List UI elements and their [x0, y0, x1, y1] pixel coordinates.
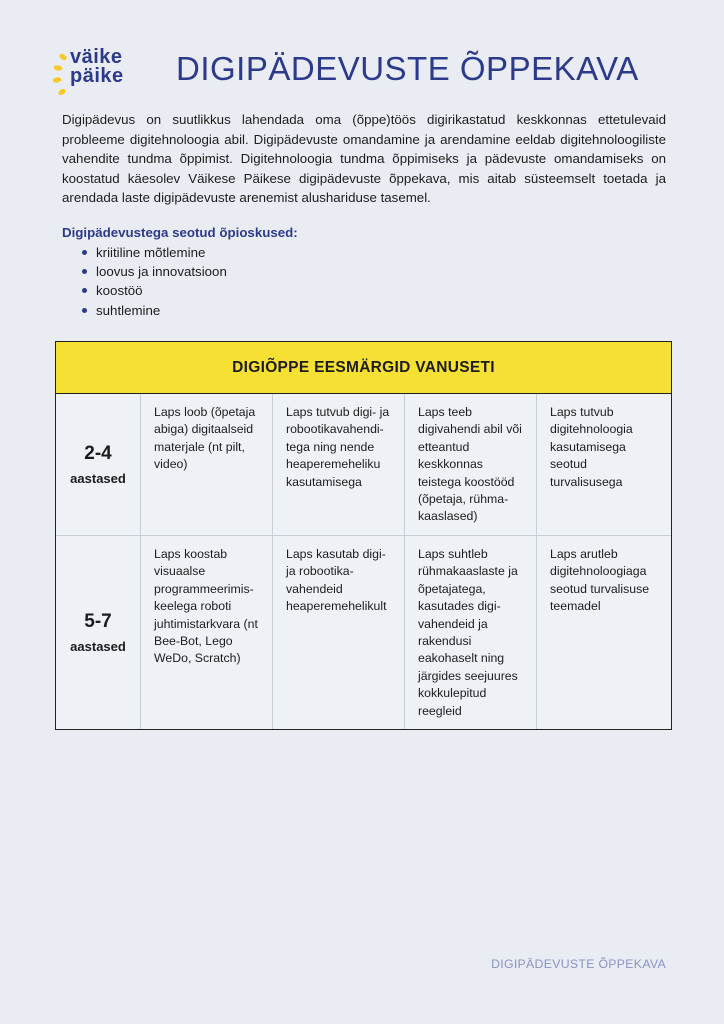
skill-item: loovus ja innovatsioon	[62, 262, 227, 281]
logo-line-1: väike	[70, 46, 123, 68]
goal-cell: Laps tutvub digi- ja robootikavahendi-tega ning nende heaperemeheliku kasutamisega	[273, 394, 405, 535]
goal-cell: Laps kasutab digi-ja robootika-vahendeid heaperemehelikult	[273, 536, 405, 729]
skill-item: kriitiline mõtlemine	[62, 243, 227, 262]
skills-list	[62, 243, 227, 320]
logo-wordmark	[70, 48, 124, 86]
page-header	[52, 44, 692, 104]
logo-line-2: päike	[70, 65, 124, 87]
age-range: 5-7	[84, 611, 112, 632]
age-cell	[56, 394, 141, 535]
goals-table	[55, 341, 672, 730]
table-row-2-4	[56, 394, 671, 536]
age-range: 2-4	[84, 443, 112, 464]
table-header: DIGIÕPPE EESMÄRGID VANUSETI	[56, 342, 671, 394]
page-title: DIGIPÄDEVUSTE ÕPPEKAVA	[176, 50, 639, 87]
table-row-5-7	[56, 536, 671, 729]
page-footer: DIGIPÄDEVUSTE ÕPPEKAVA	[491, 957, 666, 971]
sun-rays-icon	[52, 52, 72, 98]
goal-cell: Laps suhtleb rühmakaaslaste ja õpetajatega, kasutades digi-vahendeid ja rakendusi eakohaselt ning järgides seejuures kokkulepitud reegleid	[405, 536, 537, 729]
goal-cell: Laps teeb digivahendi abil või etteantud keskkonnas teistega koostööd (õpetaja, rühma-kaaslased)	[405, 394, 537, 535]
goal-cell: Laps loob (õpetaja abiga) digitaalseid materjale (nt pilt, video)	[141, 394, 273, 535]
goal-cell: Laps tutvub digitehnoloogia kasutamisega seotud turvalisusega	[550, 405, 633, 489]
age-unit: aastased	[70, 471, 126, 486]
goal-cell: Laps koostab visuaalse programmeerimis-keelega roboti juhtimistarkvara (nt Bee-Bot, Lego WeDo, Scratch)	[141, 536, 273, 729]
age-cell	[56, 536, 141, 729]
skill-item: suhtlemine	[62, 301, 227, 320]
vaike-paike-logo	[52, 48, 142, 102]
skills-heading: Digipädevustega seotud õpioskused:	[62, 225, 298, 240]
age-unit: aastased	[70, 639, 126, 654]
goal-cell: Laps arutleb digitehnoloogiaga seotud turvalisuse teemadel	[550, 547, 650, 614]
skill-item: koostöö	[62, 281, 227, 300]
intro-paragraph: Digipädevus on suutlikkus lahendada oma (õppe)töös digirikastatud keskkonnas ettetulevaid probleeme digitehnoloogia abil. Digipädevuste omandamine ja arendamine eeldab digitehnoloogiliste vahendite tundma õppimist. Digitehnoloogia tundma õppimiseks ja pädevuste omandamiseks on koostatud käesolev Väikese Päikese digipädevuste õppekava, mis aitab süsteemselt toetada ja arendada laste digipädevuste arenemist alushariduse tasemel.	[62, 112, 666, 206]
